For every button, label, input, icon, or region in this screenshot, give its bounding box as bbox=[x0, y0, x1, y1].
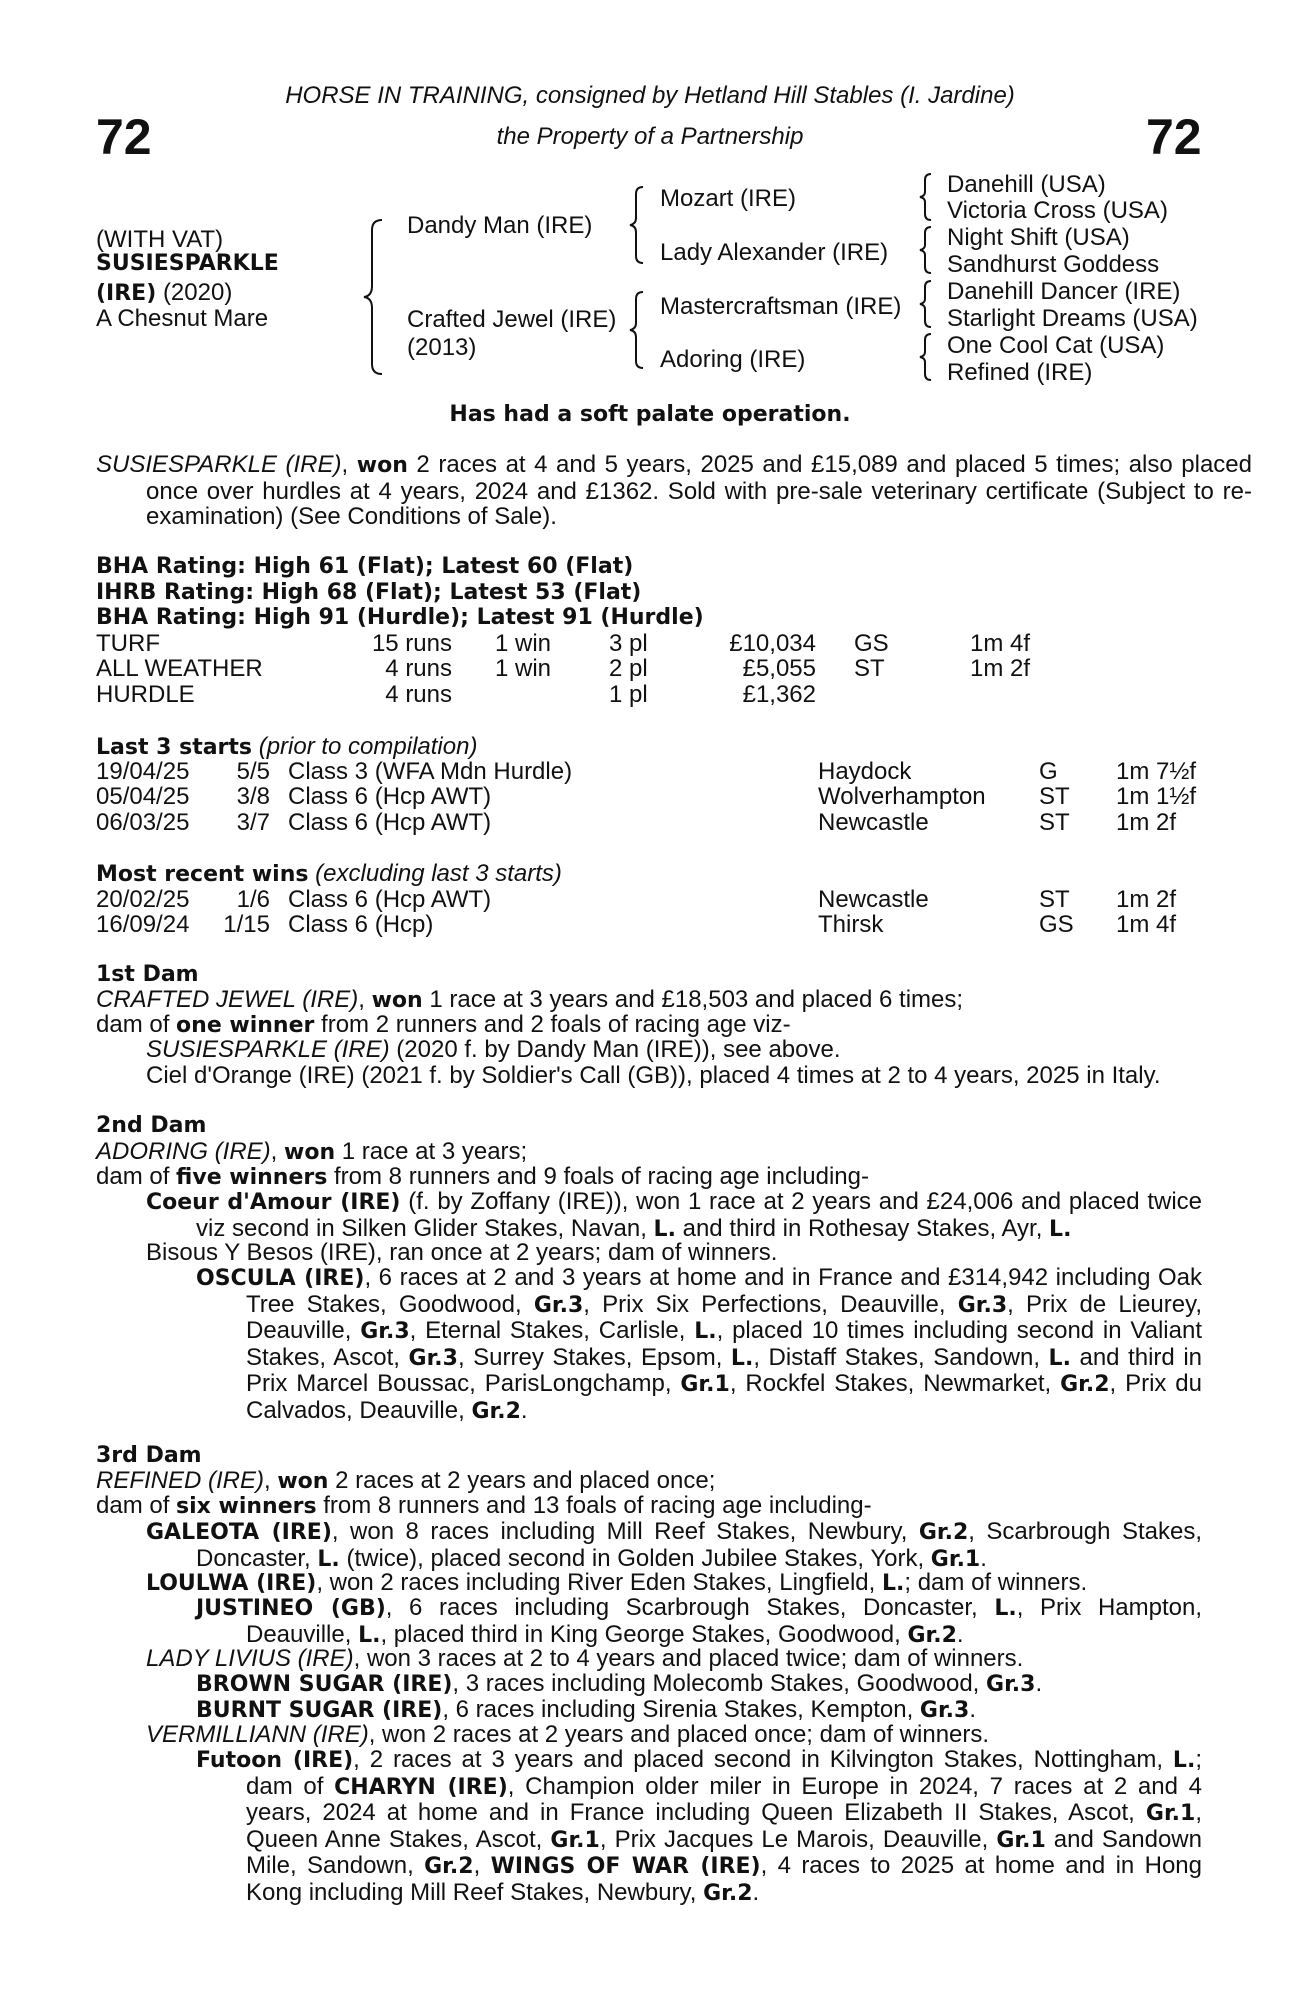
justineo-text: , Prix Hampton, Deauville, bbox=[246, 1594, 1203, 1648]
horse-country: (IRE) bbox=[96, 281, 157, 306]
first-dam-won: won bbox=[371, 988, 423, 1013]
third-dam-prefix: dam of bbox=[96, 1492, 177, 1519]
charyn-name: CHARYN (IRE) bbox=[334, 1774, 508, 1800]
galeota-grade: Gr.1 bbox=[930, 1546, 981, 1572]
summary-text: 2 races at 4 and 5 years, 2025 and £15,089 and placed 5 times; also placed once over hurdles at 4 years, 2024 and £1362. Sold with pre-sale veterinary certificate (Subject to re-examination) (See Conditions of Sale). bbox=[146, 451, 1252, 531]
race-row bbox=[0, 783, 1300, 809]
vermilliann-text: , won 2 races at 2 years and placed once; dam of winners. bbox=[368, 1721, 990, 1748]
galeota-text: . bbox=[980, 1544, 987, 1572]
recent-wins-subtitle: (excluding last 3 starts) bbox=[315, 860, 562, 887]
loulwa-text: ; dam of winners. bbox=[904, 1569, 1088, 1596]
third-dam-line2 bbox=[96, 1493, 872, 1520]
oscula-grade: L. bbox=[730, 1345, 754, 1371]
first-dam-progeny-name: SUSIESPARKLE (IRE) bbox=[146, 1036, 390, 1063]
third-dam-record: 2 races at 2 years and placed once; bbox=[328, 1467, 716, 1494]
futoon-name: Futoon (IRE) bbox=[196, 1748, 354, 1773]
pedigree-dam-dam: Adoring (IRE) bbox=[660, 346, 806, 373]
record-going: GS bbox=[854, 630, 889, 657]
first-dam-line2 bbox=[96, 1012, 791, 1039]
oscula-grade: Gr.3 bbox=[408, 1345, 458, 1371]
rating-ihrb-flat: IHRB Rating: High 68 (Flat); Latest 53 (Flat) bbox=[96, 580, 642, 605]
record-row bbox=[0, 681, 1300, 707]
futoon-text: and Sandown Mile, Sandown, bbox=[246, 1825, 1202, 1880]
property-line: the Property of a Partnership bbox=[496, 123, 804, 150]
race-date: 05/04/25 bbox=[96, 783, 190, 810]
rating-bha-hurdle: BHA Rating: High 91 (Hurdle); Latest 91 (Hurdle) bbox=[96, 605, 704, 630]
coeur-text: and third in Rothesay Stakes, Ayr, bbox=[675, 1214, 1050, 1242]
burnt-sugar-grade: Gr.3 bbox=[919, 1698, 970, 1723]
oscula-name: OSCULA (IRE) bbox=[196, 1266, 365, 1291]
loulwa-grade: L. bbox=[881, 1571, 905, 1596]
justineo-grade: L. bbox=[358, 1622, 381, 1648]
pedigree-g3: Night Shift (USA) bbox=[947, 224, 1130, 251]
race-course: Newcastle bbox=[818, 886, 929, 913]
first-dam-winners: one winner bbox=[176, 1013, 315, 1038]
futoon-text: . bbox=[752, 1878, 760, 1906]
futoon-text: ; dam of bbox=[246, 1746, 1202, 1800]
second-dam-foals: from 8 runners and 9 foals of racing age including- bbox=[327, 1163, 869, 1190]
third-dam-brown-sugar bbox=[196, 1671, 1042, 1698]
race-position: 5/5 bbox=[236, 758, 270, 785]
futoon-text: , Queen Anne Stakes, Ascot, bbox=[246, 1799, 1202, 1853]
horse-year: (2020) bbox=[162, 279, 233, 306]
pedigree-brace-g1 bbox=[918, 172, 934, 222]
futoon-grade: Gr.1 bbox=[1145, 1801, 1196, 1827]
race-going: ST bbox=[1039, 783, 1070, 810]
race-row bbox=[0, 809, 1300, 835]
pedigree-dam-sire: Mastercraftsman (IRE) bbox=[660, 293, 902, 320]
oscula-grade: Gr.2 bbox=[471, 1398, 521, 1424]
race-position: 1/15 bbox=[223, 911, 270, 938]
record-runs: 4 runs bbox=[385, 681, 452, 708]
race-course: Thirsk bbox=[818, 911, 884, 938]
justineo-text: . bbox=[956, 1620, 964, 1648]
record-surface: TURF bbox=[96, 630, 160, 657]
race-date: 16/09/24 bbox=[96, 911, 190, 938]
race-date: 06/03/25 bbox=[96, 809, 190, 836]
vat-note: (WITH VAT) bbox=[96, 226, 224, 253]
record-going: ST bbox=[854, 655, 885, 682]
burnt-sugar-text: . bbox=[969, 1696, 977, 1723]
brown-sugar-grade: Gr.3 bbox=[986, 1672, 1036, 1697]
pedigree-dam: Crafted Jewel (IRE) bbox=[407, 306, 617, 333]
third-dam-justineo bbox=[196, 1595, 1202, 1648]
horse-name: SUSIESPARKLE bbox=[96, 251, 279, 276]
second-dam-line2 bbox=[96, 1164, 869, 1191]
first-dam-line3 bbox=[146, 1037, 841, 1063]
third-dam-line1: REFINED (IRE), won 2 races at 2 years and placed once; bbox=[96, 1467, 716, 1494]
third-dam-futoon bbox=[196, 1747, 1202, 1907]
oscula-grade: Gr.1 bbox=[680, 1372, 730, 1398]
pedigree-sire-sire: Mozart (IRE) bbox=[660, 185, 797, 212]
last-starts-title: Last 3 starts bbox=[96, 735, 253, 760]
burnt-sugar-text: , 6 races including Sirenia Stakes, Kempton, bbox=[442, 1696, 920, 1723]
third-dam-loulwa bbox=[146, 1570, 1087, 1597]
second-dam-oscula bbox=[196, 1265, 1202, 1425]
futoon-grade: Gr.2 bbox=[424, 1854, 474, 1880]
horse-origin bbox=[96, 279, 232, 307]
record-prize: £10,034 bbox=[729, 630, 816, 657]
last-starts-subtitle: (prior to compilation) bbox=[258, 733, 478, 760]
second-dam-winners: five winners bbox=[176, 1165, 328, 1190]
third-dam-galeota bbox=[146, 1519, 1202, 1572]
race-date: 19/04/25 bbox=[96, 758, 190, 785]
rating-bha-flat: BHA Rating: High 61 (Flat); Latest 60 (Flat) bbox=[96, 554, 634, 579]
pedigree-sire: Dandy Man (IRE) bbox=[407, 212, 593, 239]
first-dam-heading: 1st Dam bbox=[96, 962, 199, 987]
race-distance: 1m 2f bbox=[1116, 809, 1177, 836]
third-dam-vermilliann bbox=[146, 1722, 989, 1748]
pedigree-brace-g4 bbox=[918, 332, 934, 382]
pedigree-g4: Sandhurst Goddess bbox=[947, 251, 1160, 278]
pedigree-brace-dam bbox=[628, 290, 646, 370]
race-distance: 1m 1½f bbox=[1116, 783, 1197, 810]
vermilliann-name: VERMILLIANN (IRE) bbox=[146, 1721, 369, 1748]
futoon-text: , 4 races to 2025 at home and in Hong Kong including Mill Reef Stakes, Newbury, bbox=[246, 1852, 1202, 1906]
galeota-name: GALEOTA (IRE) bbox=[146, 1520, 332, 1545]
galeota-text: (twice), placed second in Golden Jubilee Stakes, York, bbox=[339, 1544, 931, 1572]
race-going: ST bbox=[1039, 809, 1070, 836]
justineo-grade: L. bbox=[994, 1596, 1017, 1621]
loulwa-text: , won 2 races including River Eden Stakes, Lingfield, bbox=[316, 1569, 882, 1596]
first-dam-name: CRAFTED JEWEL (IRE) bbox=[96, 986, 359, 1013]
race-going: G bbox=[1039, 758, 1058, 785]
race-row bbox=[0, 886, 1300, 912]
record-wins: 1 win bbox=[495, 630, 552, 657]
oscula-text: , Prix du Calvados, Deauville, bbox=[246, 1370, 1203, 1424]
first-dam-foals: from 2 runners and 2 foals of racing age viz- bbox=[314, 1011, 791, 1038]
justineo-text: , 6 races including Scarbrough Stakes, Doncaster, bbox=[385, 1594, 995, 1621]
pedigree-g5: Danehill Dancer (IRE) bbox=[947, 278, 1181, 305]
second-dam-record: 1 race at 3 years; bbox=[335, 1138, 528, 1165]
pedigree-brace-sire bbox=[628, 185, 646, 265]
horse-description: A Chesnut Mare bbox=[96, 305, 269, 332]
brown-sugar-text: , 3 races including Molecomb Stakes, Goodwood, bbox=[452, 1670, 987, 1697]
third-dam-foals: from 8 runners and 13 foals of racing age including- bbox=[316, 1492, 872, 1519]
record-runs: 4 runs bbox=[385, 655, 452, 682]
pedigree-g2: Victoria Cross (USA) bbox=[947, 197, 1168, 224]
second-dam-won: won bbox=[284, 1140, 336, 1165]
race-class: Class 6 (Hcp AWT) bbox=[288, 886, 492, 913]
race-course: Wolverhampton bbox=[818, 783, 986, 810]
galeota-text: , won 8 races including Mill Reef Stakes, Newbury, bbox=[331, 1518, 919, 1545]
race-class: Class 6 (Hcp AWT) bbox=[288, 783, 492, 810]
galeota-text: , Scarbrough Stakes, Doncaster, bbox=[196, 1518, 1202, 1572]
race-going: ST bbox=[1039, 886, 1070, 913]
second-dam-name: ADORING (IRE) bbox=[96, 1138, 271, 1165]
race-row bbox=[0, 911, 1300, 937]
last-starts-heading bbox=[96, 733, 477, 761]
justineo-grade: Gr.2 bbox=[907, 1622, 957, 1648]
coeur-grade: L. bbox=[653, 1216, 676, 1242]
third-dam-winners: six winners bbox=[176, 1494, 317, 1519]
race-class: Class 3 (WFA Mdn Hurdle) bbox=[288, 758, 573, 785]
record-placed: 2 pl bbox=[609, 655, 648, 682]
oscula-text: , Rockfel Stakes, Newmarket, bbox=[729, 1370, 1061, 1398]
race-class: Class 6 (Hcp AWT) bbox=[288, 809, 492, 836]
pedigree-sire-dam: Lady Alexander (IRE) bbox=[660, 239, 889, 266]
futoon-grade: Gr.1 bbox=[996, 1827, 1046, 1853]
second-dam-heading: 2nd Dam bbox=[96, 1113, 207, 1138]
pedigree-dam-year: (2013) bbox=[407, 334, 477, 361]
lot-number-left: 72 bbox=[96, 109, 152, 165]
record-runs: 15 runs bbox=[371, 630, 452, 657]
first-dam-line4: Ciel d'Orange (IRE) (2021 f. by Soldier's Call (GB)), placed 4 times at 2 to 4 years, 2025 in Italy. bbox=[146, 1062, 1161, 1089]
third-dam-heading: 3rd Dam bbox=[96, 1443, 202, 1468]
justineo-text: , placed third in King George Stakes, Goodwood, bbox=[380, 1620, 908, 1648]
pedigree-brace-g3 bbox=[918, 279, 934, 329]
oscula-text: , 6 races at 2 and 3 years at home and in France and £314,942 including Oak Tree Stakes, Goodwood, bbox=[246, 1264, 1203, 1318]
race-position: 3/8 bbox=[236, 783, 270, 810]
race-distance: 1m 7½f bbox=[1116, 758, 1197, 785]
coeur-grade: L. bbox=[1049, 1216, 1072, 1242]
record-row bbox=[0, 630, 1300, 656]
brown-sugar-text: . bbox=[1035, 1670, 1043, 1697]
second-dam-line1: ADORING (IRE), won 1 race at 3 years; bbox=[96, 1138, 528, 1165]
summary-horse-name: SUSIESPARKLE (IRE) bbox=[96, 451, 342, 478]
futoon-text: , Champion older miler in Europe in 2024, 7 races at 2 and 4 years, 2024 at home and in France including Queen Elizabeth II Stakes, Ascot, bbox=[246, 1772, 1202, 1827]
record-wins: 1 win bbox=[495, 655, 552, 682]
pedigree-g6: Starlight Dreams (USA) bbox=[947, 305, 1198, 332]
oscula-grade: Gr.2 bbox=[1060, 1372, 1110, 1398]
record-prize: £5,055 bbox=[742, 655, 816, 682]
record-placed: 1 pl bbox=[609, 681, 648, 708]
oscula-text: , Surrey Stakes, Epsom, bbox=[457, 1343, 731, 1371]
futoon-grade: L. bbox=[1172, 1748, 1196, 1773]
race-course: Haydock bbox=[818, 758, 912, 785]
futoon-text: , Prix Jacques Le Marois, Deauville, bbox=[599, 1825, 997, 1853]
third-dam-won: won bbox=[277, 1469, 329, 1494]
oscula-grade: Gr.3 bbox=[957, 1292, 1008, 1318]
record-row bbox=[0, 655, 1300, 681]
record-prize: £1,362 bbox=[742, 681, 816, 708]
futoon-text: , bbox=[473, 1852, 491, 1880]
summary-paragraph: SUSIESPARKLE (IRE), won 2 races at 4 and 5 years, 2025 and £15,089 and placed 5 times; also placed once over hurdles at 4 years, 2024 and £1362. Sold with pre-sale veterinary certificate (Subject to re-examination) (See Conditions of Sale). bbox=[96, 451, 1252, 531]
summary-won: won bbox=[356, 453, 408, 478]
lot-number-right: 72 bbox=[1146, 109, 1202, 165]
race-position: 1/6 bbox=[236, 886, 270, 913]
pedigree-g7: One Cool Cat (USA) bbox=[947, 332, 1165, 359]
third-dam-burnt-sugar bbox=[196, 1697, 976, 1724]
livius-name: LADY LIVIUS (IRE) bbox=[146, 1645, 354, 1672]
oscula-text: , Prix de Lieurey, Deauville, bbox=[246, 1290, 1202, 1345]
consignor-line: HORSE IN TRAINING, consigned by Hetland Hill Stables (I. Jardine) bbox=[285, 82, 1015, 109]
recent-wins-title: Most recent wins bbox=[96, 862, 309, 887]
oscula-grade: L. bbox=[694, 1319, 717, 1345]
race-going: GS bbox=[1039, 911, 1074, 938]
coeur-text: (f. by Zoffany (IRE)), won 1 race at 2 years and £24,006 and placed twice viz second in Silken Glider Stakes, Navan, bbox=[196, 1188, 1202, 1242]
race-position: 3/7 bbox=[236, 809, 270, 836]
third-dam-name: REFINED (IRE) bbox=[96, 1467, 264, 1494]
justineo-name: JUSTINEO (GB) bbox=[196, 1596, 386, 1621]
second-dam-coeur bbox=[146, 1189, 1202, 1242]
race-row bbox=[0, 758, 1300, 784]
futoon-grade: Gr.1 bbox=[550, 1827, 600, 1853]
pedigree-brace-g2 bbox=[918, 225, 934, 275]
record-distance: 1m 4f bbox=[970, 630, 1031, 657]
veterinary-note: Has had a soft palate operation. bbox=[449, 402, 851, 427]
race-class: Class 6 (Hcp) bbox=[288, 911, 434, 938]
third-dam-livius bbox=[146, 1646, 1023, 1672]
burnt-sugar-name: BURNT SUGAR (IRE) bbox=[196, 1698, 443, 1723]
race-distance: 1m 4f bbox=[1116, 911, 1177, 938]
record-distance: 1m 2f bbox=[970, 655, 1031, 682]
futoon-grade: Gr.2 bbox=[703, 1880, 753, 1906]
galeota-grade: L. bbox=[317, 1546, 340, 1572]
record-surface: ALL WEATHER bbox=[96, 655, 263, 682]
first-dam-prefix: dam of bbox=[96, 1011, 177, 1038]
oscula-text: , Prix Six Perfections, Deauville, bbox=[583, 1290, 958, 1318]
oscula-text: , Distaff Stakes, Sandown, bbox=[753, 1343, 1049, 1371]
loulwa-name: LOULWA (IRE) bbox=[146, 1571, 317, 1596]
pedigree-brace-main bbox=[362, 218, 386, 376]
oscula-grade: Gr.3 bbox=[360, 1319, 410, 1345]
record-surface: HURDLE bbox=[96, 681, 195, 708]
race-course: Newcastle bbox=[818, 809, 929, 836]
futoon-text: , 2 races at 3 years and placed second in Kilvington Stakes, Nottingham, bbox=[353, 1746, 1173, 1773]
oscula-text: and third in Prix Marcel Boussac, ParisLongchamp, bbox=[246, 1343, 1202, 1398]
oscula-text: , placed 10 times including second in Valiant Stakes, Ascot, bbox=[246, 1317, 1202, 1371]
second-dam-prefix: dam of bbox=[96, 1163, 177, 1190]
livius-text: , won 3 races at 2 to 4 years and placed twice; dam of winners. bbox=[353, 1645, 1024, 1672]
pedigree-g1: Danehill (USA) bbox=[947, 171, 1106, 198]
recent-wins-heading bbox=[96, 860, 562, 888]
first-dam-progeny-note: (2020 f. by Dandy Man (IRE)), see above. bbox=[389, 1036, 841, 1063]
race-date: 20/02/25 bbox=[96, 886, 190, 913]
oscula-grade: L. bbox=[1048, 1345, 1071, 1371]
race-distance: 1m 2f bbox=[1116, 886, 1177, 913]
second-dam-bisous: Bisous Y Besos (IRE), ran once at 2 years; dam of winners. bbox=[146, 1239, 778, 1266]
brown-sugar-name: BROWN SUGAR (IRE) bbox=[196, 1672, 453, 1697]
first-dam-record: 1 race at 3 years and £18,503 and placed 6 times; bbox=[422, 986, 964, 1013]
oscula-grade: Gr.3 bbox=[533, 1292, 584, 1318]
record-placed: 3 pl bbox=[609, 630, 648, 657]
oscula-text: , Eternal Stakes, Carlisle, bbox=[409, 1317, 695, 1345]
first-dam-line1: CRAFTED JEWEL (IRE), won 1 race at 3 years and £18,503 and placed 6 times; bbox=[96, 986, 964, 1013]
galeota-grade: Gr.2 bbox=[918, 1520, 969, 1545]
pedigree-g8: Refined (IRE) bbox=[947, 359, 1093, 386]
oscula-text: . bbox=[520, 1396, 528, 1424]
coeur-name: Coeur d'Amour (IRE) bbox=[146, 1190, 401, 1215]
wings-of-war-name: WINGS OF WAR (IRE) bbox=[490, 1854, 761, 1880]
